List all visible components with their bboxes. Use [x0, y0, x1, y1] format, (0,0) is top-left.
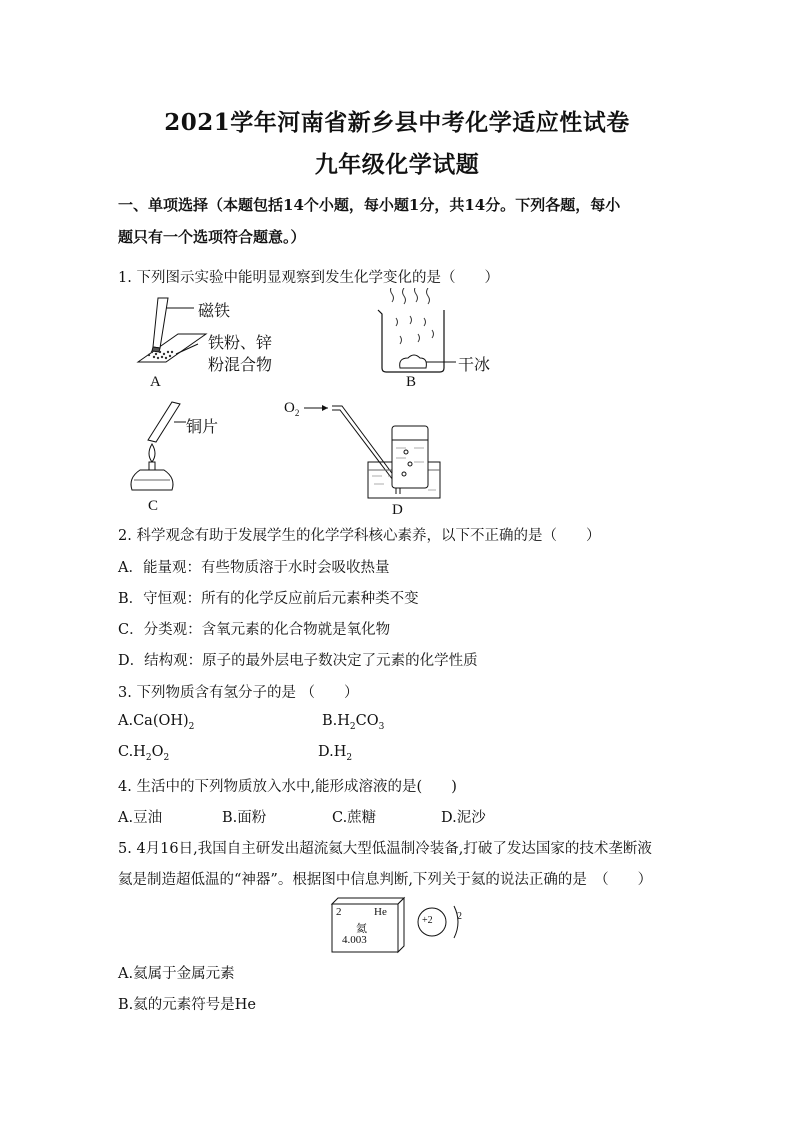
q3-option-c: $C.H_2O_2$: [118, 744, 170, 763]
nuclear-charge: +2: [422, 915, 433, 926]
q2-option-d: D．结构观：原子的最外层电子数决定了元素的化学性质: [118, 653, 478, 669]
q2-option-c: C．分类观：含氧元素的化合物就是氧化物: [118, 622, 391, 638]
q5-option-b: B.氦的元素符号是He: [118, 997, 256, 1013]
figure-d-letter: D: [392, 502, 403, 518]
helium-atom-structure: [414, 902, 470, 942]
q3-stem: 3. 下列物质含有氢分子的是 （ ）: [118, 685, 359, 701]
element-cell-box: [328, 894, 406, 954]
section-heading-line2: 题只有一个选项符合题意。）: [118, 228, 306, 246]
figure-d: [280, 398, 460, 522]
helium-element-cell: [328, 894, 406, 954]
magnet-label: 磁铁: [198, 301, 231, 320]
q1-stem: 1. 下列图示实验中能明显观察到发生化学变化的是（ ）: [118, 270, 499, 286]
powder-label-line2: 粉混合物: [208, 355, 273, 374]
q4-option-d: D.泥沙: [441, 810, 486, 826]
q5-stem-line1: 5. 4月16日,我国自主研发出超流氦大型低温制冷装备,打破了发达国家的技术垄断液: [118, 841, 652, 857]
oxygen-collection-illustration: [280, 398, 460, 522]
q2-option-a: A．能量观：有些物质溶于水时会吸收热量: [118, 560, 390, 576]
figure-b-letter: B: [406, 374, 417, 390]
q3-option-b: $B.H_2CO_3$: [322, 713, 385, 732]
element-symbol: He: [374, 906, 387, 918]
element-name: 氦: [356, 922, 367, 935]
q4-option-a: A.豆油: [118, 810, 163, 826]
q3-option-d: $D.H_2$: [318, 744, 353, 763]
dry-ice-beaker-illustration: [370, 288, 510, 394]
figure-a-letter: A: [150, 374, 161, 390]
copper-label: 铜片: [186, 417, 219, 436]
q4-stem: 4. 生活中的下列物质放入水中,能形成溶液的是( ): [118, 779, 457, 795]
q2-option-b: B．守恒观：所有的化学反应前后元素种类不变: [118, 591, 419, 607]
copper-lamp-illustration: [118, 398, 248, 518]
atomic-number: 2: [336, 906, 342, 918]
figure-c-letter: C: [148, 498, 159, 514]
exam-title: 2021学年河南省新乡县中考化学适应性试卷: [164, 109, 630, 136]
q3-option-a: $A.Ca(OH)_2$: [118, 713, 195, 732]
q4-option-c: C.蔗糖: [332, 810, 377, 826]
figure-b: [370, 288, 510, 394]
electron-count: 2: [457, 911, 462, 922]
figure-a: [118, 294, 298, 394]
q4-option-b: B.面粉: [222, 810, 267, 826]
dry-ice-label: 干冰: [458, 355, 491, 374]
q5-stem-line2: 氦是制造超低温的“神器”。根据图中信息判断,下列关于氦的说法正确的是 （ ）: [118, 872, 653, 888]
powder-label-line1: 铁粉、锌: [208, 333, 273, 352]
exam-subtitle: 九年级化学试题: [314, 151, 480, 178]
figure-c: [118, 398, 248, 518]
section-heading-line1: 一、单项选择（本题包括14个小题，每小题1分，共14分。下列各题，每小: [118, 196, 621, 214]
oxygen-label: $O_2$: [284, 400, 300, 418]
atomic-mass: 4.003: [342, 934, 367, 946]
q2-stem: 2. 科学观念有助于发展学生的化学学科核心素养，以下不正确的是（ ）: [118, 528, 601, 544]
q5-option-a: A.氦属于金属元素: [118, 966, 235, 982]
